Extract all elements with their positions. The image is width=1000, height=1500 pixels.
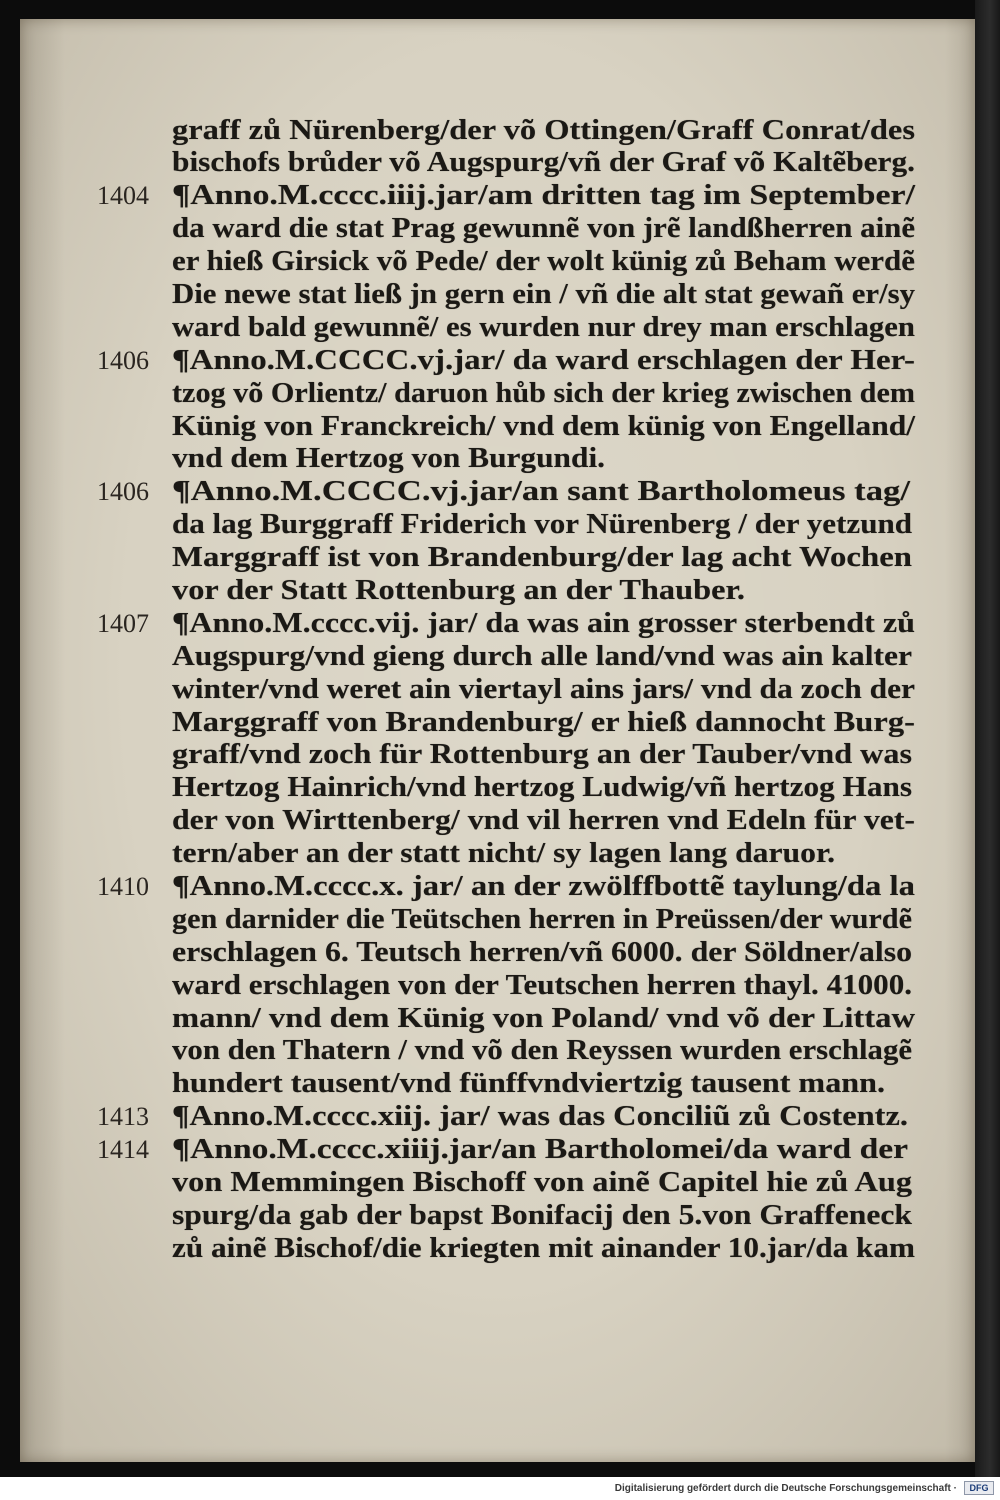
text-line: graff/vnd zoch für Rottenburg an der Tauber/vnd was xyxy=(172,739,913,771)
text-line: erschlagen 6. Teutsch herren/vñ 6000. der Söldner/also xyxy=(172,936,913,968)
footer-bar xyxy=(0,1477,1000,1500)
text-block xyxy=(97,114,916,1266)
text-line: ¶Anno.M.cccc.xiiij.jar/an Bartholomei/da ward der xyxy=(172,1134,908,1166)
margin-year: 1413 xyxy=(97,1102,149,1132)
text-line: Künig von Franckreich/ vnd dem künig von Engelland/ xyxy=(172,410,916,442)
text-line: bischofs brůder võ Augspurg/vñ der Graf võ Kaltẽberg. xyxy=(172,147,916,179)
chronicle-entry xyxy=(97,1134,915,1266)
dfg-logo[interactable]: DFG xyxy=(964,1481,994,1495)
continued-text xyxy=(172,114,916,181)
text-line: winter/vnd weret ain viertayl ains jars/ vnd da zoch der xyxy=(172,673,916,705)
text-line: vor der Statt Rottenburg an der Thauber. xyxy=(172,574,745,606)
scan-border-right xyxy=(975,0,1000,1477)
book-page xyxy=(20,19,975,1462)
text-line: der von Wirttenberg/ vnd vil herren vnd Edeln für vet- xyxy=(172,805,915,837)
text-line: gen darnider die Teütschen herren in Preüssen/der wurdẽ xyxy=(172,903,912,935)
chronicle-entry xyxy=(97,607,916,871)
text-line: ¶Anno.M.cccc.xiij. jar/ was das Conciliũ zů Costentz. xyxy=(172,1101,908,1133)
text-line: von Memmingen Bischoff von ainẽ Capitel hie zů Aug xyxy=(172,1167,913,1198)
digitization-credit: Digitalisierung gefördert durch die Deutsche Forschungsgemeinschaft · xyxy=(614,1483,957,1494)
text-line: da lag Burggraff Friderich vor Nürenberg / der yetzund xyxy=(172,509,913,541)
margin-year: 1404 xyxy=(97,181,149,211)
chronicle-entry xyxy=(97,1101,908,1134)
text-line: ward erschlagen von der Teutschen herren thayl. 41000. xyxy=(172,969,913,1001)
chronicle-entry xyxy=(97,180,916,344)
text-line: tern/aber an der statt nicht/ sy lagen lang daruor. xyxy=(172,838,836,870)
text-line: ward bald gewunnẽ/ es wurden nur drey man erschlagen xyxy=(172,311,916,343)
text-line: mann/ vnd dem Künig von Poland/ vnd võ der Littaw xyxy=(172,1002,915,1034)
text-line: ¶Anno.M.CCCC.vj.jar/an sant Bartholomeus tag/ xyxy=(172,476,911,508)
margin-year: 1414 xyxy=(97,1135,149,1165)
text-line: ¶Anno.M.CCCC.vj.jar/ da ward erschlagen der Her- xyxy=(172,344,916,376)
margin-year: 1406 xyxy=(97,477,149,507)
text-line: Hertzog Hainrich/vnd hertzog Ludwig/vñ hertzog Hans xyxy=(172,772,912,804)
text-line: zů ainẽ Bischof/die kriegten mit ainander 10.jar/da kam xyxy=(172,1232,915,1264)
text-line: Die newe stat ließ jn gern ein / vñ die alt stat gewañ er/sy xyxy=(172,278,916,310)
text-line: ¶Anno.M.cccc.x. jar/ an der zwölffbottẽ taylung/da la xyxy=(172,870,915,902)
chronicle-entry xyxy=(97,870,915,1101)
chronicle-entry xyxy=(97,344,916,477)
text-line: da ward die stat Prag gewunnẽ von jrẽ landßherren ainẽ xyxy=(172,213,916,245)
text-line: graff zů Nürenberg/der võ Ottingen/Graff Conrat/des xyxy=(172,114,915,146)
text-line: Marggraff ist von Brandenburg/der lag acht Wochen xyxy=(172,542,912,574)
margin-year: 1410 xyxy=(97,871,149,901)
text-line: Augspurg/vnd gieng durch alle land/vnd was ain kalter xyxy=(172,640,912,672)
text-line: Marggraff von Brandenburg/ er hieß dannocht Burg- xyxy=(172,706,915,738)
text-line: ¶Anno.M.cccc.iiij.jar/am dritten tag im September/ xyxy=(172,180,916,212)
text-line: spurg/da gab der bapst Bonifacij den 5.von Graffeneck xyxy=(172,1199,912,1231)
margin-year: 1406 xyxy=(97,345,149,375)
text-line: von den Thatern / vnd võ den Reyssen wurden erschlagẽ xyxy=(172,1035,913,1067)
text-line: vnd dem Hertzog von Burgundi. xyxy=(172,443,606,475)
text-line: ¶Anno.M.cccc.vij. jar/ da was ain grosser sterbendt zů xyxy=(172,607,915,639)
text-line: tzog võ Orlientz/ daruon hůb sich der krieg zwischen dem xyxy=(172,377,916,409)
text-line: hundert tausent/vnd fünffvndviertzig tausent mann. xyxy=(172,1068,886,1100)
margin-year: 1407 xyxy=(97,608,149,638)
chronicle-entry xyxy=(97,476,913,608)
text-line: er hieß Girsick võ Pede/ der wolt künig zů Beham werdẽ xyxy=(172,246,915,278)
